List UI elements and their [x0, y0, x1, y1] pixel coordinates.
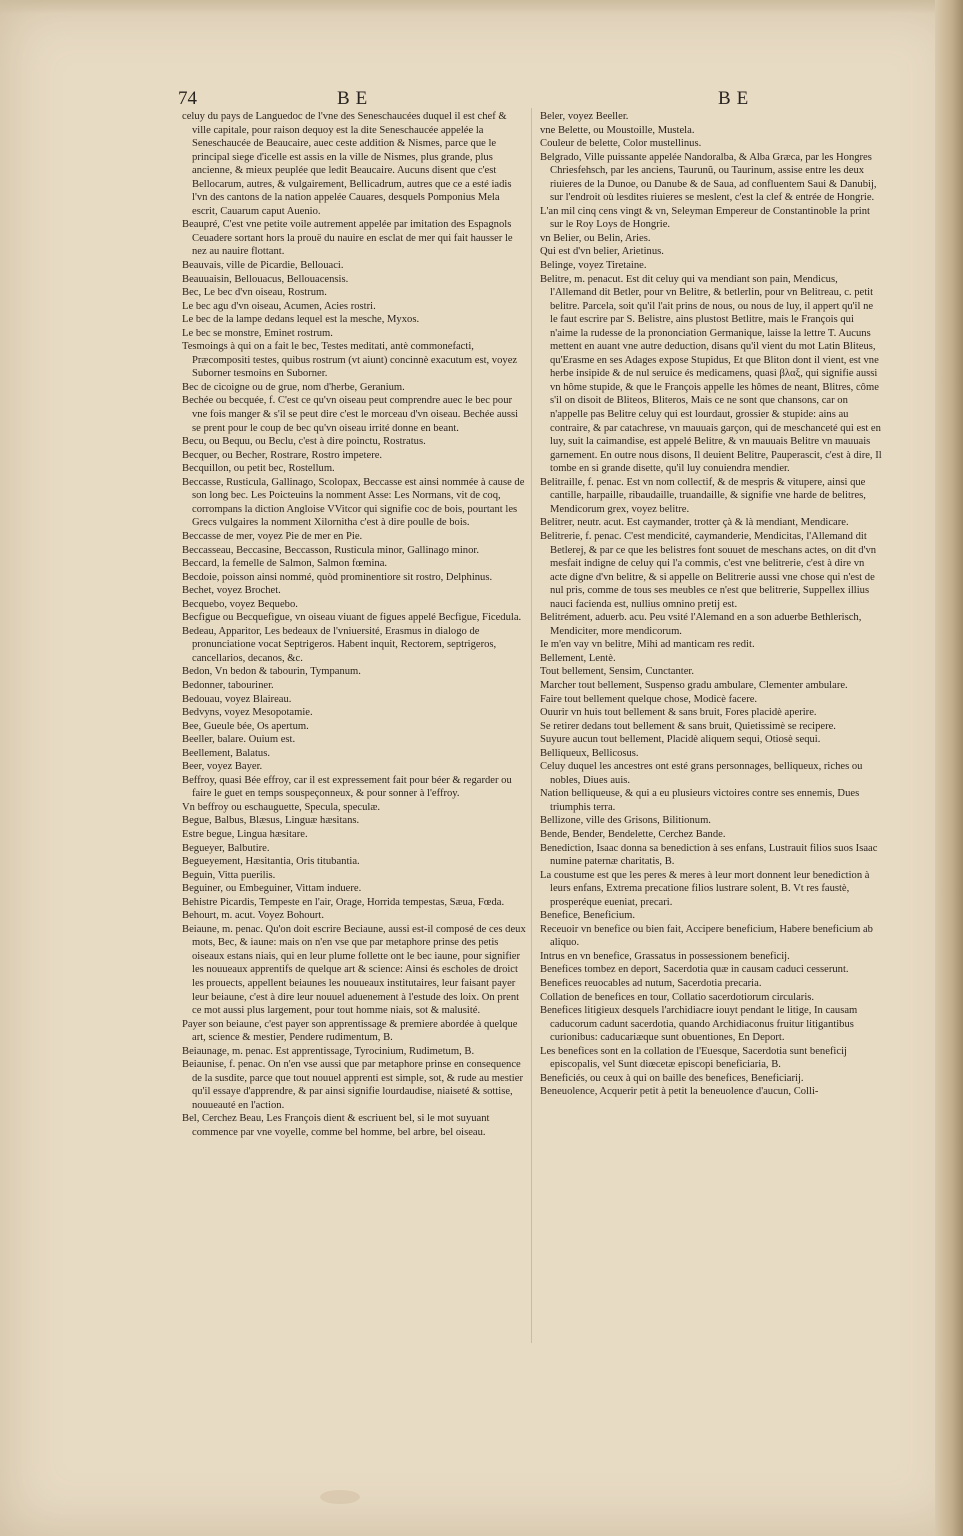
dictionary-entry: Celuy duquel les ancestres ont esté grans personnages, belliqueux, riches ou nobles, Diues auis.: [540, 761, 863, 786]
dictionary-entry: Behourt, m. acut. Voyez Bohourt.: [182, 910, 325, 922]
dictionary-entry: Beguin, Vitta puerilis.: [182, 869, 276, 881]
dictionary-entry: Bellement, Lentè.: [540, 652, 616, 664]
dictionary-entry: Begueyement, Hæsitantia, Oris titubantia.: [182, 856, 360, 868]
dictionary-entry: Se retirer dedans tout bellement & sans bruit, Quietissimè se recipere.: [540, 720, 836, 732]
dictionary-entry: Belgrado, Ville puissante appelée Nandoralba, & Alba Græca, par les Hongres Chriesfehsch, par les anciens, Taurunũ, ou Taurinum, assise entre les deux riuieres de la Dunoe, ou Danube & de Saua, ad confluentem Saui & Danubij, sur l'endroit où lesdites riuieres se meslent, c'est la clef & entrée de Hongrie.: [540, 151, 877, 204]
running-head-right: BE: [718, 88, 755, 109]
dictionary-entry: Beiaune, m. penac. Qu'on doit escrire Beciaune, aussi est-il composé de ces deux mots, Bec, & iaune: mais on n'en vse que par metaphore prinse des petis oiseaux estans niais, qui en leur plume follette ont le bec iaune, pour signifier les nouueaux apprentifs de quelque art & science: Ainsi és escholes de droict les prouects, appellent beiaunes les nouueaux institutaires, leur faisant payer leur beiaune, c'est à dire leur nouuel aduenement à l'estude des loix. On prent ce mot aussi plus largement, pour tout homme niais, sot & malusité.: [182, 923, 526, 1017]
dictionary-entry: Bende, Bender, Bendelette, Cerchez Bande.: [540, 828, 726, 840]
dictionary-entry: Becquebo, voyez Bequebo.: [182, 598, 298, 610]
dictionary-entry: celuy du pays de Languedoc de l'vne des Seneschaucées duquel il est chef & ville capitale, pour raison dequoy est la dite Seneschaucée appelée la Seneschaucée de Beaucaire, auec ceste addition & Nismes, parce que le principal siege d'icelle est assis en la ville de Nismes, plus grande, plus ancienne, & mieux peuplée que ledit Beaucaire. Aucuns disent que c'est Bellocarum, autres, & vulgairement, Bellicadrum, autres que ce a esté iadis l'vn des cantons de la nation appelée Cauares, desquels Pomponius Mela escrit, Cauarum caput Auenio.: [182, 111, 512, 217]
dictionary-entry: Beccard, la femelle de Salmon, Salmon fœmina.: [182, 558, 388, 570]
dictionary-entry: Bedvyns, voyez Mesopotamie.: [182, 707, 313, 719]
dictionary-entry: Bechet, voyez Brochet.: [182, 585, 281, 597]
dictionary-entry: Benefice, Beneficium.: [540, 910, 636, 922]
dictionary-entry: Beauuaisin, Bellouacus, Bellouacensis.: [182, 273, 349, 285]
dictionary-entry: Beiaunage, m. penac. Est apprentissage, Tyrocinium, Rudimetum, B.: [182, 1045, 475, 1057]
dictionary-entry: Ouurir vn huis tout bellement & sans bruit, Fores placidè aperire.: [540, 707, 817, 719]
dictionary-entry: Belitrément, aduerb. acu. Peu vsité l'Alemand en a son aduerbe Bethlerisch, Mendiciter, more mendicorum.: [540, 612, 862, 637]
dictionary-entry: vn Belier, ou Belin, Aries.: [540, 232, 651, 244]
dictionary-entry: Payer son beiaune, c'est payer son apprentissage & premiere abordée à quelque art, science & mestier, Pendere rudimentum, B.: [182, 1018, 518, 1044]
dictionary-entry: Belitrerie, f. penac. C'est mendicité, caymanderie, Mendicitas, l'Allemand dit Betlerej, & par ce que les belistres font souuet de meschans actes, on dit d'vn mesfait indigne de celuy qui l'a commis, c'est vne belitrerie, c'est à dire vn acte digne d'vn belitre, & si appelle on Belitrerie aussi vne chose qui n'est de nul pris, comme de tous ses meubles ce n'est que belitrerie, Suppellex illius nauci facienda est, nullius omnino pretij est.: [540, 530, 877, 610]
dictionary-entry: Belitraille, f. penac. Est vn nom collectif, & de mespris & vitupere, ainsi que cantille, harpaille, ribaudaille, truandaille, & signifie vne harde de belitres, Mendicorum grex, voyez belitre.: [540, 476, 866, 515]
dictionary-entry: Belliqueux, Bellicosus.: [540, 747, 639, 759]
dictionary-entry: Beneficiés, ou ceux à qui on baille des benefices, Beneficiarij.: [540, 1072, 804, 1084]
dictionary-entry: Belitre, m. penacut. Est dit celuy qui va mendiant son pain, Mendicus, l'Allemand dit Betler, pour vn Belitre, & betlerlin, pour vn Belitreau, c. petit belitre. Parcela, soit qu'il l'ait prins de nous, ou nous de luy, il appert qu'il ne le faut escrire par S. Belistre, ains plustost Betlitre, mais le François qui n'aime la rudesse de la prononciation Germanique, laisse la lettre T. Aucuns mettent en auant vne autre deduction, disans qu'il vient du mot Latin Bliteus, qu'Erasme en ses Adages expose Stupidus, Et que Bliton dont il vient, est vne herbe insipide & de nul seruice és medicamens, quasi βλαξ, qui signifie aussi vn hôme stupide, & que le François appelle les hômes de neant, Blitres, côme s'il on disoit de Bliteos, Bliteros, Mais ce ne sont que chansons, car on n'appelle pas Belitre celuy qui est lourdaut, grossier & stupide: ains au contraire, & par catachrese, vn mauuais garçon, qui de meschanceté qui est en luy, suit la caimandise, est appelé Belitre, & vn mauuais Belitre vn mauuais garnement. En outre nous disons, Il deuient Belitre, Pauperascit, c'est à dire, Il tombe en si grande disette, qu'il luy conuiendra mendier.: [540, 273, 882, 475]
dictionary-entry: Le bec agu d'vn oiseau, Acumen, Acies rostri.: [182, 300, 376, 312]
dictionary-entry: Becdoie, poisson ainsi nommé, quòd prominentiore sit rostro, Delphinus.: [182, 571, 493, 583]
dictionary-entry: Vn beffroy ou eschauguette, Specula, speculæ.: [182, 801, 381, 813]
dictionary-entry: Benefices reuocables ad nutum, Sacerdotia precaria.: [540, 978, 762, 989]
dictionary-entry: Beiaunise, f. penac. On n'en vse aussi que par metaphore prinse en consequence de la susdite, parce que tout nouuel apprenti est simple, sot, & rude au mestier qu'il essaye d'apprendre, & par ainsi signifie lourdaudise, niaiseté & sottise, nouueauté en l'action.: [182, 1059, 523, 1111]
dictionary-entry: Beer, voyez Bayer.: [182, 761, 263, 773]
dictionary-entry: Beler, voyez Beeller.: [540, 111, 629, 122]
dictionary-entry: L'an mil cinq cens vingt & vn, Seleyman Empereur de Constantinoble la print sur le Roy Loys de Hongrie.: [540, 205, 870, 231]
dictionary-entry: Beneuolence, Acquerir petit à petit la beneuolence d'aucun, Colli-: [540, 1086, 819, 1098]
dictionary-entry: Suyure aucun tout bellement, Placidè aliquem sequi, Otiosè sequi.: [540, 734, 821, 746]
left-column: [182, 110, 526, 1140]
dictionary-entry: Bee, Gueule bée, Os apertum.: [182, 720, 309, 732]
page-number: 74: [178, 88, 197, 109]
dictionary-entry: Bec de cicoigne ou de grue, nom d'herbe, Geranium.: [182, 381, 405, 393]
paper-stain: [320, 1490, 360, 1504]
dictionary-entry: Begueyer, Balbutire.: [182, 842, 270, 854]
dictionary-entry: Bedeau, Apparitor, Les bedeaux de l'vniuersité, Erasmus in dialogo de pronunciatione vocat Septrigeros. Habent inquit, Rectorem, septrigeros, cancellarios, decanos, &c.: [182, 625, 497, 664]
dictionary-entry: Les benefices sont en la collation de l'Euesque, Sacerdotia sunt beneficij episcopalis, vel Sunt diœcetæ episcopi beneficiaria, B.: [540, 1045, 847, 1071]
dictionary-entry: Beccasseau, Beccasine, Beccasson, Rusticula minor, Gallinago minor.: [182, 544, 479, 556]
dictionary-entry: Beccasse de mer, voyez Pie de mer en Pie.: [182, 530, 363, 542]
right-column: [540, 110, 883, 1099]
page-top-edge: [0, 0, 963, 14]
dictionary-entry: Benefices tombez en deport, Sacerdotia quæ in causam caduci cesserunt.: [540, 964, 849, 976]
dictionary-entry: Behistre Picardis, Tempeste en l'air, Orage, Horrida tempestas, Sæua, Fœda.: [182, 896, 505, 908]
dictionary-entry: Ie m'en vay vn belitre, Mihi ad manticam res redit.: [540, 639, 755, 651]
dictionary-entry: Tout bellement, Sensim, Cunctanter.: [540, 666, 695, 678]
dictionary-entry: Bel, Cerchez Beau, Les François dient & escriuent bel, si le mot suyuant commence par vne voyelle, comme bel homme, bel arbre, bel oiseau.: [182, 1113, 490, 1139]
dictionary-entry: Bedonner, tabouriner.: [182, 679, 274, 691]
dictionary-entry: Becu, ou Bequu, ou Beclu, c'est à dire poinctu, Rostratus.: [182, 436, 426, 448]
dictionary-entry: Becfigue ou Becquefigue, vn oiseau viuant de figues appelé Becfigue, Ficedula.: [182, 612, 522, 624]
page-right-edge: [935, 0, 963, 1536]
dictionary-entry: Benediction, Isaac donna sa benediction à ses enfans, Lustrauit filios suos Isaac numine paternæ charitatis, B.: [540, 842, 878, 868]
dictionary-entry: Le bec de la lampe dedans lequel est la mesche, Myxos.: [182, 314, 420, 326]
dictionary-entry: vne Belette, ou Moustoille, Mustela.: [540, 124, 695, 136]
dictionary-entry: Beauvais, ville de Picardie, Bellouaci.: [182, 260, 344, 272]
dictionary-entry: Beccasse, Rusticula, Gallinago, Scolopax, Beccasse est ainsi nommée à cause de son long bec. Les Poicteuins la nomment Asse: Les Normans, vit de coq, corrompans la diction Angloise VVitcor qui signifie coc de bois, pourtant les Grecs vulgaires la nomment Xilornitha c'est à dire poulle de bois.: [182, 476, 525, 529]
dictionary-entry: Becquer, ou Becher, Rostrare, Rostro impetere.: [182, 449, 383, 461]
dictionary-entry: Bechée ou becquée, f. C'est ce qu'vn oiseau peut comprendre auec le bec pour vne fois manger & s'il se peut dire c'est le morceau d'vn oiseau. Bechée aussi se prent pour le coup de bec qu'vn oiseau irrité donne en beant.: [182, 395, 519, 434]
dictionary-entry: Beeller, balare. Ouium est.: [182, 734, 296, 746]
dictionary-entry: Le bec se monstre, Eminet rostrum.: [182, 327, 333, 339]
dictionary-entry: La coustume est que les peres & meres à leur mort donnent leur benediction à leurs enfans, Extrema precatione filios lustrare solent, B. Vt res faustè, prosperéque eueniat, precari.: [540, 869, 870, 908]
dictionary-entry: Receuoir vn benefice ou bien fait, Accipere beneficium, Habere beneficium ab aliquo.: [540, 923, 873, 949]
dictionary-entry: Belinge, voyez Tiretaine.: [540, 260, 647, 272]
dictionary-entry: Couleur de belette, Color mustellinus.: [540, 138, 702, 150]
dictionary-entry: Collation de benefices en tour, Collatio sacerdotiorum circularis.: [540, 991, 815, 1003]
dictionary-entry: Qui est d'vn belier, Arietinus.: [540, 246, 664, 258]
column-divider: [531, 108, 532, 1343]
dictionary-entry: Bellizone, ville des Grisons, Bilitionum.: [540, 815, 711, 827]
dictionary-entry: Marcher tout bellement, Suspenso gradu ambulare, Clementer ambulare.: [540, 679, 848, 691]
running-head-left: BE: [337, 88, 374, 109]
dictionary-entry: Tesmoings à qui on a fait le bec, Testes meditati, antè commonefacti, Præcompositi testes, quibus rostrum (vt aiunt) concinnè exacutum est, voyez Suborner tesmoins en Suborner.: [182, 341, 518, 380]
dictionary-entry: Estre begue, Lingua hæsitare.: [182, 828, 308, 840]
dictionary-entry: Nation belliqueuse, & qui a eu plusieurs victoires contre ses ennemis, Dues triumphis terra.: [540, 788, 860, 813]
dictionary-entry: Intrus en vn benefice, Grassatus in possessionem beneficij.: [540, 950, 790, 962]
dictionary-entry: Bedon, Vn bedon & tabourin, Tympanum.: [182, 666, 361, 678]
dictionary-entry: Beguiner, ou Embeguiner, Vittam induere.: [182, 883, 362, 895]
dictionary-entry: Bec, Le bec d'vn oiseau, Rostrum.: [182, 287, 327, 299]
dictionary-entry: Beaupré, C'est vne petite voile autrement appelée par imitation des Espagnols Ceuadere sortant hors la prouë du nauire en esclat de mer qui fait hausser le nez au nauire flottant.: [182, 219, 513, 258]
dictionary-entry: Beellement, Balatus.: [182, 747, 270, 759]
dictionary-entry: Bedouau, voyez Blaireau.: [182, 693, 292, 705]
dictionary-entry: Becquillon, ou petit bec, Rostellum.: [182, 463, 335, 475]
dictionary-entry: Begue, Balbus, Blæsus, Linguæ hæsitans.: [182, 815, 360, 827]
dictionary-entry: Beffroy, quasi Bée effroy, car il est expressement fait pour béer & regarder ou faire le guet en temps souspeçonneux, & pour sonner à l'effroy.: [182, 774, 512, 800]
dictionary-entry: Benefices litigieux desquels l'archidiacre iouyt pendant le litige, In causam caducorum cadunt sacerdotia, quando Archidiaconus fruitur litigantibus curionibus: caducariæque sunt obuentiones, En Deport.: [540, 1005, 858, 1044]
dictionary-entry: Faire tout bellement quelque chose, Modicè facere.: [540, 693, 758, 705]
dictionary-entry: Belitrer, neutr. acut. Est caymander, trotter çà & là mendiant, Mendicare.: [540, 517, 849, 529]
